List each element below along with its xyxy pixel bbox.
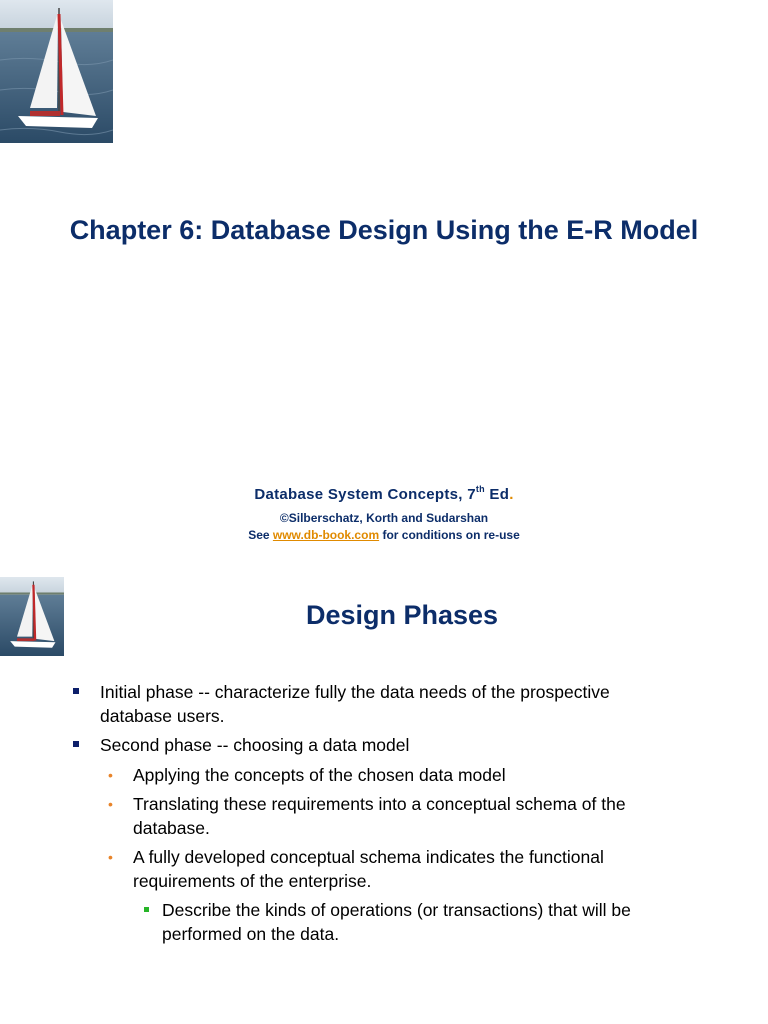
edition-text: Ed — [484, 486, 510, 503]
square-bullet-icon — [73, 741, 79, 747]
bullet-text: database. — [133, 818, 210, 838]
reuse-pre: See — [248, 528, 273, 542]
content-slide — [0, 572, 768, 1024]
copyright-line: ©Silberschatz, Korth and Sudarshan — [279, 511, 489, 525]
edition-sup: th — [475, 484, 485, 494]
page-title: Chapter 6: Database Design Using the E-R Model — [69, 215, 699, 245]
dot-bullet-icon: • — [108, 849, 113, 865]
bullet-text: Describe the kinds of operations (or transactions) that will be — [162, 900, 631, 920]
square-bullet-icon — [144, 907, 149, 912]
bullet-text: Translating these requirements into a conceptual schema of the — [133, 794, 626, 814]
list-item — [100, 680, 610, 728]
reuse-line — [0, 528, 768, 542]
book-title-text: Database System Concepts, 7 — [254, 486, 476, 503]
list-item — [162, 898, 631, 946]
bullet-text: A fully developed conceptual schema indicates the functional — [133, 847, 604, 867]
edition-dot: . — [509, 486, 514, 503]
dot-bullet-icon: • — [108, 796, 113, 812]
bullet-text: Initial phase -- characterize fully the data needs of the prospective — [100, 682, 610, 702]
book-title — [0, 485, 768, 503]
list-item — [108, 792, 626, 840]
bullet-text: Second phase -- choosing a data model — [100, 735, 410, 755]
reuse-post: for conditions on re-use — [379, 528, 520, 542]
sailboat-logo-icon — [0, 0, 113, 143]
slide-title: Design Phases — [305, 600, 499, 630]
bullet-text: requirements of the enterprise. — [133, 871, 372, 891]
list-item — [108, 763, 506, 787]
bullet-text: performed on the data. — [162, 924, 340, 944]
bullet-text: Applying the concepts of the chosen data model — [133, 765, 506, 785]
sailboat-logo-icon — [0, 577, 64, 656]
db-book-link[interactable]: www.db-book.com — [272, 528, 380, 542]
list-item — [100, 733, 409, 757]
dot-bullet-icon: • — [108, 767, 113, 783]
list-item — [108, 845, 604, 893]
square-bullet-icon — [73, 688, 79, 694]
bullet-text: database users. — [100, 706, 225, 726]
